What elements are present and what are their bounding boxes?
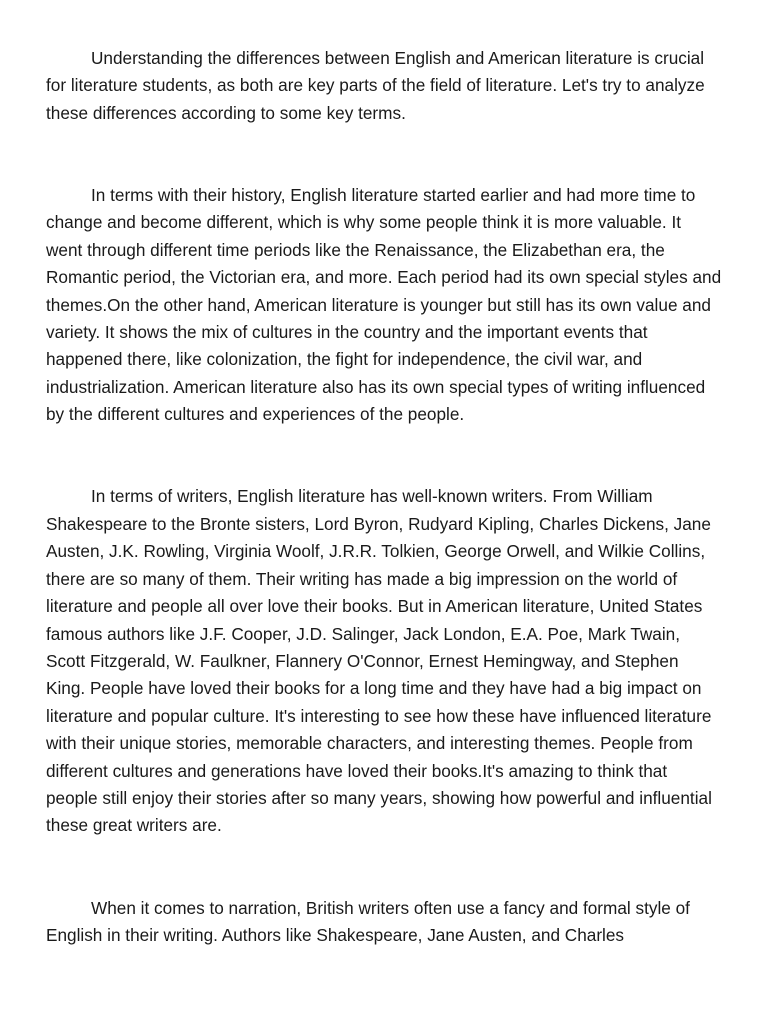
paragraph-writers: In terms of writers, English literature has well-known writers. From William Shakespeare to the Bronte sisters, Lord Byron, Rudyard Kipling, Charles Dickens, Jane Austen, J.K. Rowling, Virginia Woolf, J.R.R. Tolkien, George Orwell, and Wilkie Collins, there are so many of them. Their writing has made a big impression on the world of literature and people all over love their books. But in American literature, United States famous authors like J.F. Cooper, J.D. Salinger, Jack London, E.A. Poe, Mark Twain, Scott Fitzgerald, W. Faulkner, Flannery O'Connor, Ernest Hemingway, and Stephen King. People have loved their books for a long time and they have had a big impact on literature and popular culture. It's interesting to see how these have influenced literature with their unique stories, memorable characters, and interesting themes. People from different cultures and generations have loved their books.It's amazing to think that people still enjoy their stories after so many years, showing how powerful and influential these great writers are. (46, 486, 712, 836)
paragraph-history: In terms with their history, English literature started earlier and had more time to change and become different, which is why some people think it is more valuable. It went through different time periods like the Renaissance, the Elizabethan era, the Romantic period, the Victorian era, and more. Each period had its own special styles and themes.On the other hand, American literature is younger but still has its own value and variety. It shows the mix of cultures in the country and the important events that happened there, like colonization, the fight for independence, the civil war, and industrialization. American literature also has its own special types of writing influenced by the different cultures and experiences of the people. (46, 185, 722, 425)
paragraph-narration: When it comes to narration, British writers often use a fancy and formal style of English in their writing. Authors like Shakespeare, Jane Austen, and Charles (46, 897, 690, 945)
document-body (46, 45, 722, 949)
paragraph-intro: Understanding the differences between English and American literature is crucial for literature students, as both are key parts of the field of literature. Let's try to analyze these differences according to some key terms. (46, 48, 705, 123)
